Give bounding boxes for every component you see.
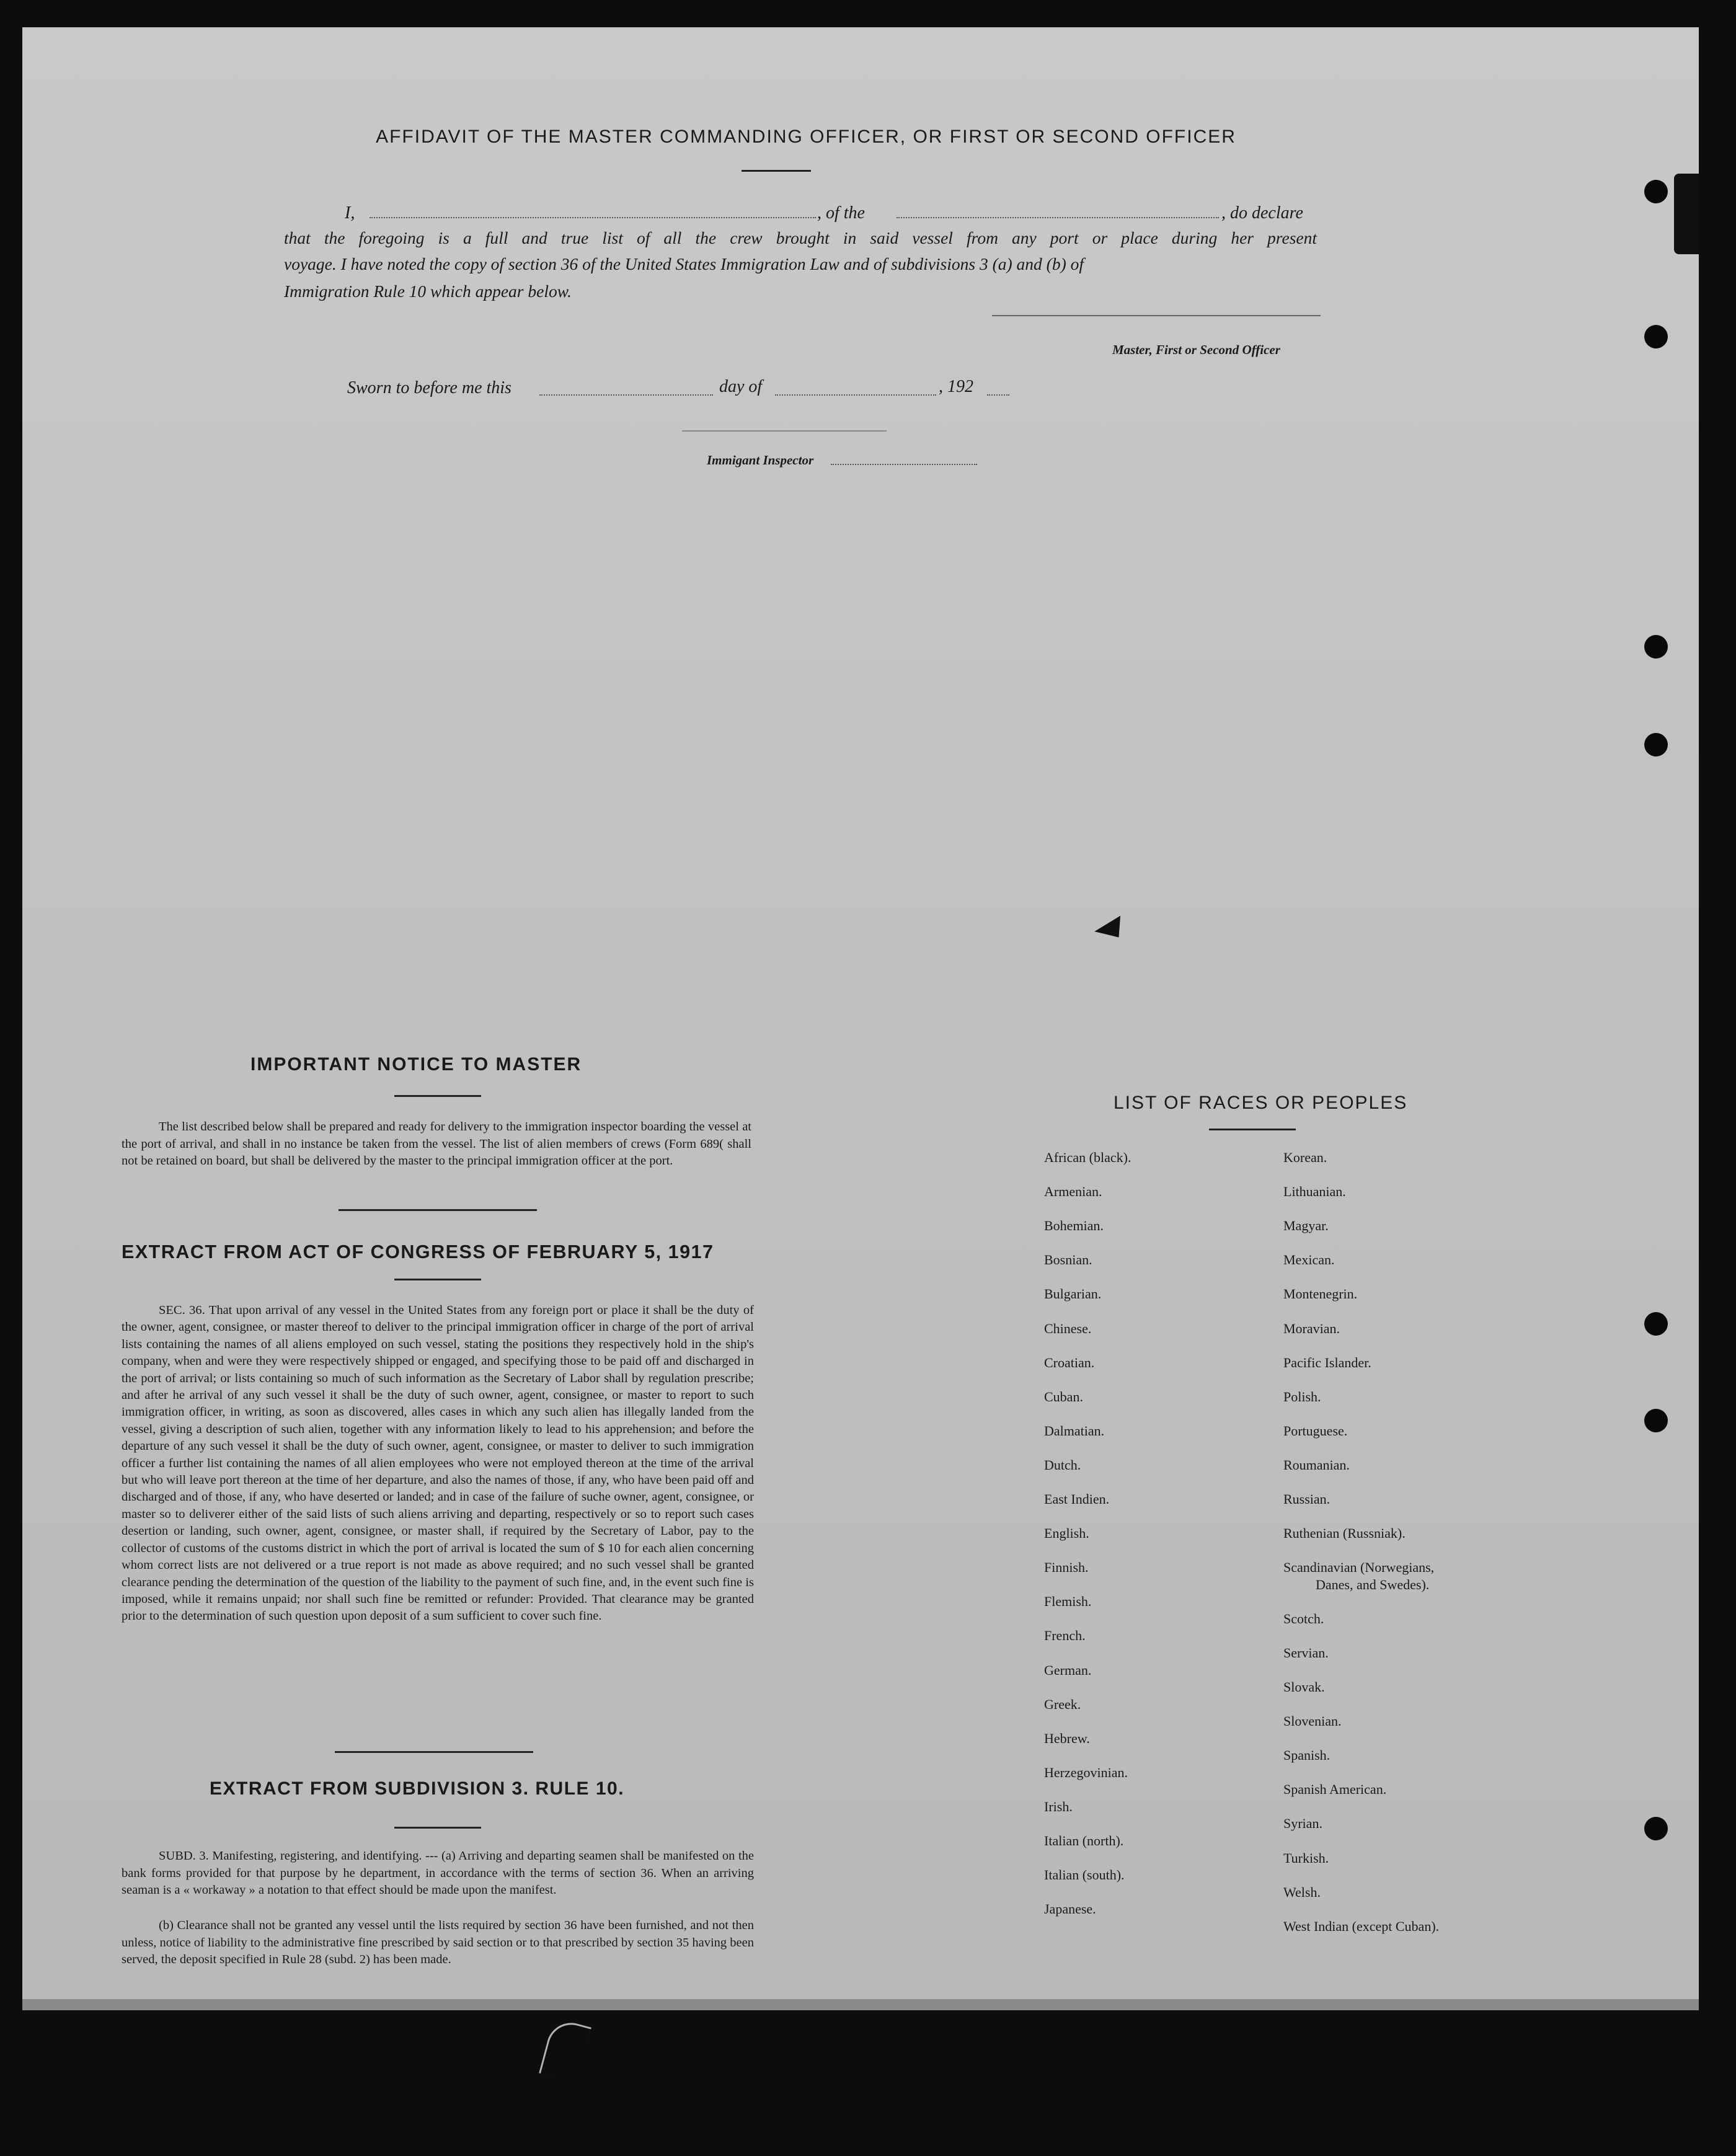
act-title-underline <box>394 1279 481 1280</box>
race-item: Servian. <box>1283 1644 1329 1661</box>
race-item: Dutch. <box>1044 1457 1081 1473</box>
act-divider <box>335 1751 533 1753</box>
race-item: Roumanian. <box>1283 1457 1350 1473</box>
race-item: Pacific Islander. <box>1283 1354 1371 1370</box>
rule-text-b: (b) Clearance shall not be granted any vessel until the lists required by section 36 have been furnished, and not then unless, notice of liability to the administrative fine prescribed by said section or to that prescribed by section 35 having been served, the deposit specified in Rule 28 (subd. 2) has been made. <box>122 1919 754 1966</box>
affidavit-line-3: Immigration Rule 10 which appear below. <box>284 282 572 301</box>
i-label: I, <box>345 203 355 223</box>
sworn-label: Sworn to before me this <box>347 378 512 397</box>
race-item: Herzegovinian. <box>1044 1764 1128 1780</box>
notice-title-underline <box>394 1095 481 1097</box>
race-item: Scandinavian (Norwegians, <box>1283 1559 1435 1576</box>
race-item: Polish. <box>1283 1388 1321 1404</box>
race-item: Slovak. <box>1283 1679 1325 1695</box>
race-item: Welsh. <box>1283 1884 1321 1900</box>
race-item: French. <box>1044 1628 1086 1644</box>
rule-text-a: SUBD. 3. Manifesting, registering, and identifying. --- (a) Arriving and departing seamen shall be manifested on the bank forms provided for that purpose by he department, in accordance with the terms of section 36. When an arriving seaman is a « workaway » a notation to that effect should be made upon the manifest. <box>122 1849 754 1897</box>
race-item: Bohemian. <box>1044 1218 1104 1234</box>
signature-caption: Master, First or Second Officer <box>1112 342 1280 357</box>
punch-hole <box>1644 1312 1668 1336</box>
punch-hole <box>1644 733 1668 756</box>
race-item: Slovenian. <box>1283 1713 1342 1729</box>
race-item: Scotch. <box>1283 1610 1324 1626</box>
sheet-edge <box>22 1999 1699 2010</box>
title-underline <box>742 170 811 172</box>
do-declare-label: , do declare <box>1221 203 1303 223</box>
punch-hole <box>1644 325 1668 348</box>
day-of-label: day of <box>719 377 763 396</box>
year-label: , 192 <box>939 377 973 396</box>
races-title-underline <box>1209 1129 1296 1130</box>
races-title: LIST OF RACES OR PEOPLES <box>1114 1093 1408 1113</box>
race-item: East Indien. <box>1044 1491 1110 1507</box>
declarant-line <box>345 203 355 223</box>
punch-hole <box>1644 635 1668 659</box>
race-item: Turkish. <box>1283 1850 1329 1866</box>
race-item: Korean. <box>1283 1150 1327 1165</box>
punch-hole <box>1644 1817 1668 1840</box>
signature-field[interactable] <box>992 315 1321 316</box>
race-item: Greek. <box>1044 1696 1081 1712</box>
vessel-name-field[interactable] <box>897 217 1219 218</box>
notice-divider <box>339 1209 537 1211</box>
race-item: Portuguese. <box>1283 1422 1348 1439</box>
inspector-signature-line <box>682 430 887 432</box>
race-item: Spanish. <box>1283 1747 1331 1763</box>
race-item: Mexican. <box>1283 1252 1335 1268</box>
race-item: Armenian. <box>1044 1184 1102 1200</box>
race-item: Croatian. <box>1044 1354 1095 1370</box>
rule-title: EXTRACT FROM SUBDIVISION 3. RULE 10. <box>210 1778 625 1799</box>
race-item: Cuban. <box>1044 1388 1083 1404</box>
race-item: Lithuanian. <box>1283 1184 1346 1200</box>
act-text: SEC. 36. That upon arrival of any vessel in the United States from any foreign port or place it shall be the duty of the owner, agent, consignee, or master thereof to deliver to the principal immigration officer in charge of the port of arrival lists containing the names of all aliens employed on such vessel, stating the positions they respectively hold in the ship's company, when and were they were respectively shipped or engaged, and specifying those to be paid off and discharged in the port of arrival; or lists containing so much of such information as the Secretary of Labor shall by regulation prescribe; and after he arrival of any such vessel it shall be the duty of such owner, agent, consignee, or master to report to such immigration officer, in writing, as soon as discovered, alles cases in which any such alien has illegally landed from the vessel, giving a description of such alien, together with any information likely to lead to his apprehension; and before the departure of any such vessel it shall be the duty of such owner, agent, consignee, or master to deliver to such immigration officer a further list containing the names of all alien employees who were not employed thereon at the time of the arrival but who will leave port thereon at the time of her departure, and also the names of those, if any, who have been paid off and discharged and of those, if any, who have deserted or landed; and in case of the failure of suche owner, agent, consignee, or master so to deliverer either of the said lists of such aliens arriving and departing, respectively or so to report such cases desertion or landing, such owner, agent, consignee, or master shall, if required by the Secretary of Labor, pay to the collector of customs of the customs district in which the port of arrival is located the sum of $ 10 for each alien concerning whom correct lists are not delivered or a true report is not made as above required; and no such vessel shall be granted clearance pending the determination of the question of the liability to the payment of such fine, and, in the event such fine is imposed, while it remains unpaid; nor shall such fine be remitted or refunder: Provided. That clearance may be granted prior to the determination of such question upon deposit of a sum sufficient to cover such fine. <box>122 1303 754 1623</box>
race-item: Syrian. <box>1283 1816 1322 1832</box>
year-field[interactable] <box>987 394 1009 396</box>
act-title: EXTRACT FROM ACT OF CONGRESS OF FEBRUARY 5, 1917 <box>122 1241 714 1262</box>
race-item: Russian. <box>1283 1491 1331 1507</box>
sworn-month-field[interactable] <box>775 394 936 396</box>
document-sheet <box>22 27 1699 1999</box>
race-item: Italian (south). <box>1044 1867 1125 1883</box>
race-item: Ruthenian (Russniak). <box>1283 1525 1406 1542</box>
rule-title-underline <box>394 1827 481 1829</box>
race-item: Moravian. <box>1283 1320 1340 1336</box>
race-item: African (black). <box>1044 1150 1132 1165</box>
handwritten-mark <box>539 2017 591 2083</box>
race-item: Irish. <box>1044 1798 1073 1814</box>
race-item: Flemish. <box>1044 1594 1092 1610</box>
affidavit-line-2: voyage. I have noted the copy of section 36 of the United States Immigration Law and of subdivisions 3 (a) and (b) of <box>284 254 1084 273</box>
inspector-caption: Immigant Inspector <box>707 453 814 468</box>
race-item: Hebrew. <box>1044 1730 1090 1746</box>
race-item: Chinese. <box>1044 1320 1092 1336</box>
punch-hole <box>1644 180 1668 203</box>
race-item: German. <box>1044 1662 1092 1678</box>
affidavit-title: AFFIDAVIT OF THE MASTER COMMANDING OFFICER, OR FIRST OR SECOND OFFICER <box>376 126 1236 147</box>
race-item: Montenegrin. <box>1283 1286 1358 1302</box>
race-item: English. <box>1044 1525 1089 1542</box>
race-item: Bulgarian. <box>1044 1286 1102 1302</box>
race-item: Danes, and Swedes). <box>1316 1576 1430 1592</box>
declarant-name-field[interactable] <box>370 217 816 218</box>
race-item: Finnish. <box>1044 1559 1089 1576</box>
race-item: Italian (north). <box>1044 1833 1124 1848</box>
race-item: West Indian (except Cuban). <box>1283 1918 1440 1934</box>
race-item: Magyar. <box>1283 1218 1329 1234</box>
of-the-label: , of the <box>817 203 865 223</box>
sworn-day-field[interactable] <box>539 394 713 396</box>
race-item: Dalmatian. <box>1044 1422 1105 1439</box>
torn-edge-mark <box>1674 174 1699 254</box>
inspector-name-field[interactable] <box>831 464 977 465</box>
notice-text: The list described below shall be prepared and ready for delivery to the immigration inspector boarding the vessel at the port of arrival, and shall in no instance be taken from the vessel. The list of alien members of crews (Form 689( shall not be retained on board, but shall be delivered by the master to the principal immigration officer at the port. <box>122 1120 751 1168</box>
race-item: Spanish American. <box>1283 1781 1387 1798</box>
race-item: Bosnian. <box>1044 1252 1092 1268</box>
race-item: Japanese. <box>1044 1901 1096 1917</box>
affidavit-line-1: that the foregoing is a full and true list of all the crew brought in said vessel from any port or place during her present <box>284 228 1317 247</box>
punch-hole <box>1644 1409 1668 1432</box>
notice-title: IMPORTANT NOTICE TO MASTER <box>250 1054 582 1075</box>
